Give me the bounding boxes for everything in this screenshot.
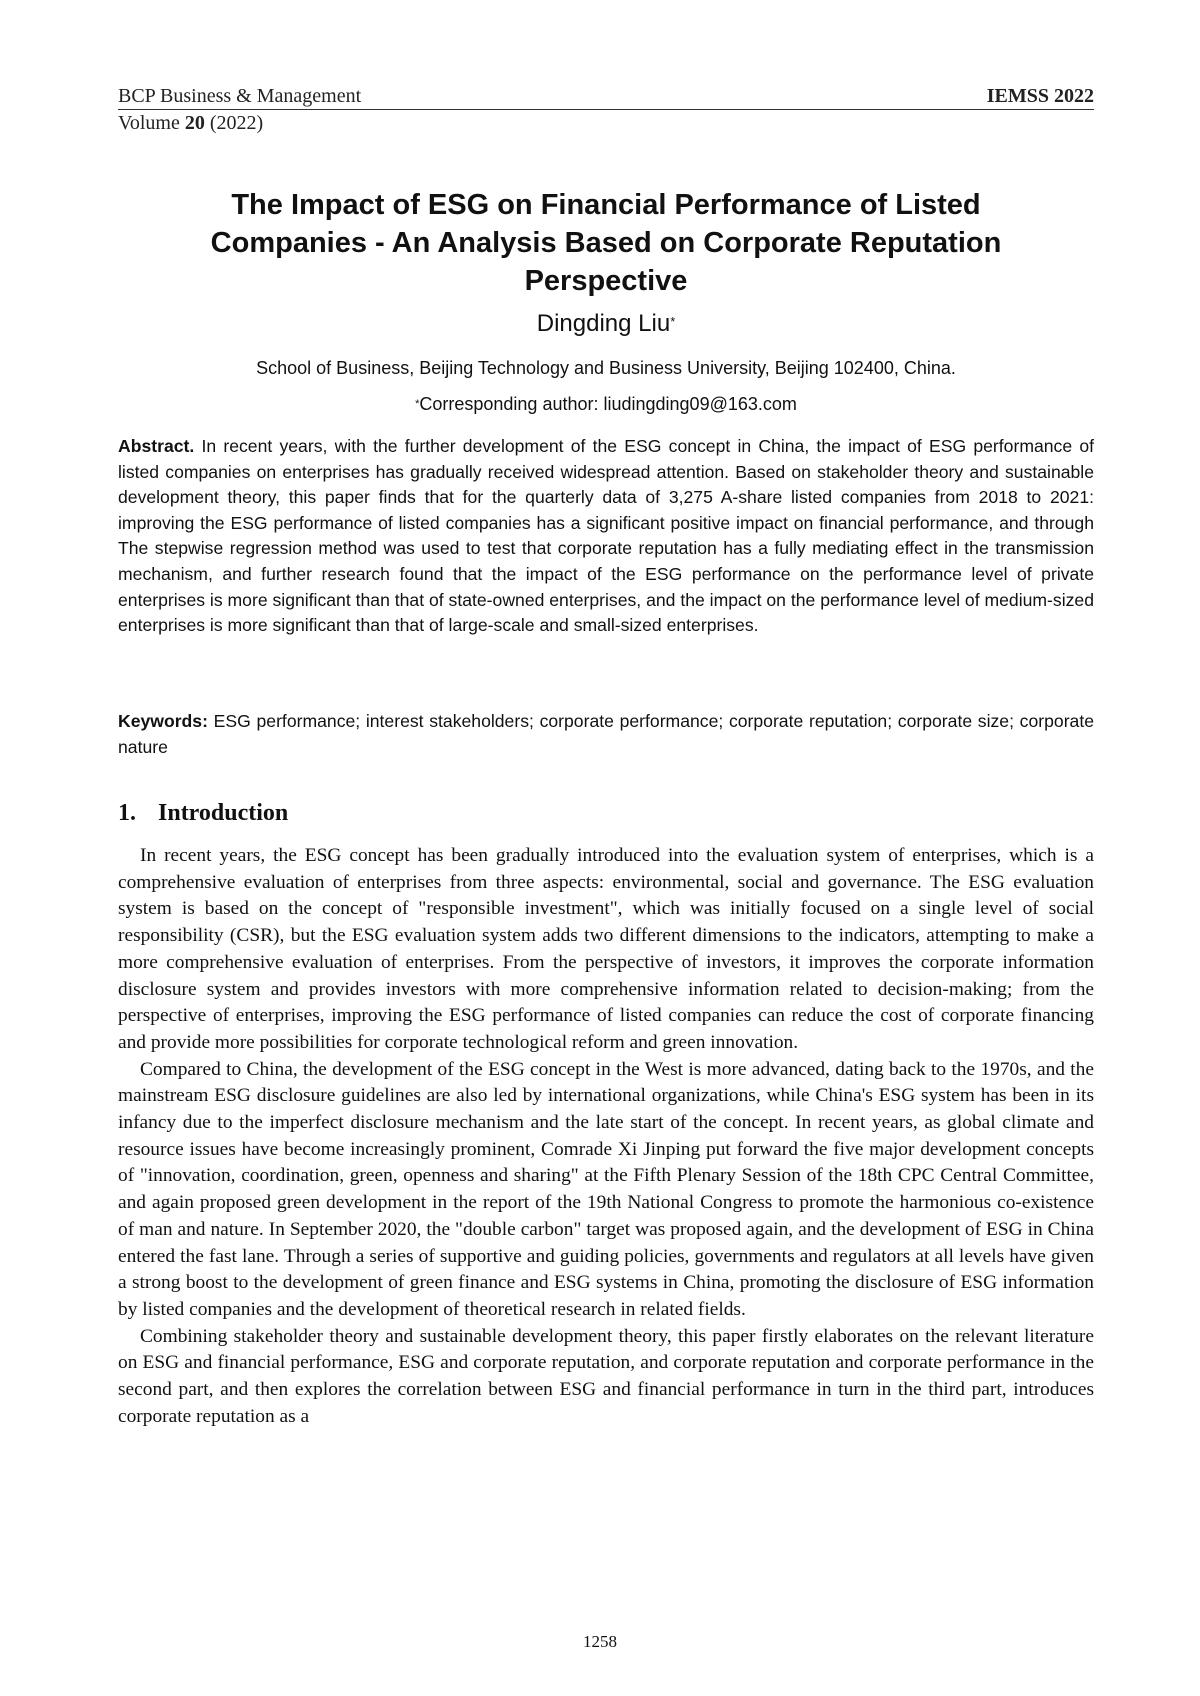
paragraph: In recent years, the ESG concept has been gradually introduced into the evaluation system of enterprises, which is a comprehensive evaluation of enterprises from three aspects: environmental, social and governance. The ESG evaluation system is based on the concept of "responsible investment", which was initially focused on a single level of social responsibility (CSR), but the ESG evaluation system adds two different dimensions to the indicators, attempting to make a more comprehensive evaluation of enterprises. From the perspective of investors, it improves the corporate information disclosure system and provides investors with more comprehensive information related to decision-making; from the perspective of enterprises, improving the ESG performance of listed companies can reduce the cost of corporate financing and provide more possibilities for corporate technological reform and green innovation.	[118, 845, 1094, 1053]
abstract-text: In recent years, with the further development of the ESG concept in China, the impact of ESG performance of listed companies on enterprises has gradually received widespread attention. Based on stakeholder theory and sustainable development theory, this paper finds that for the quarterly data of 3,275 A-share listed companies from 2018 to 2021: improving the ESG performance of listed companies has a significant positive impact on financial performance, and through The stepwise regression method was used to test that corporate reputation has a fully mediating effect in the transmission mechanism, and further research found that the impact of the ESG performance on the performance level of private enterprises is more significant than that of state-owned enterprises, and the impact on the performance level of medium-sized enterprises is more significant than that of large-scale and small-sized enterprises.	[118, 436, 1095, 636]
title-line: The Impact of ESG on Financial Performance of Listed	[231, 189, 981, 221]
paragraph: Combining stakeholder theory and sustainable development theory, this paper firstly elaborates on the relevant literature on ESG and financial performance, ESG and corporate reputation, and corporate reputation and corporate performance in the second part, and then explores the correlation between ESG and financial performance in turn in the third part, introduces corporate reputation as a	[118, 1325, 1094, 1427]
author-line	[118, 309, 1094, 339]
keywords-text: ESG performance; interest stakeholders; corporate performance; corporate reputation; corporate size; corporate nature	[118, 711, 1095, 757]
title-line: Perspective	[524, 265, 688, 297]
abstract-label: Abstract.	[118, 436, 195, 456]
corresponding-author	[118, 392, 1094, 416]
volume-label: Volume	[118, 112, 180, 134]
abstract	[118, 434, 1094, 639]
affiliation: School of Business, Beijing Technology and Business University, Beijing 102400, China.	[256, 358, 956, 378]
volume-year: (2022)	[209, 112, 264, 134]
corresponding-mark: *	[415, 398, 420, 410]
volume-line	[118, 110, 1094, 136]
volume-number: 20	[184, 112, 205, 134]
keywords-label: Keywords:	[118, 711, 208, 731]
section-number: 1.	[118, 800, 136, 826]
paper-title	[118, 186, 1094, 300]
body-text	[118, 843, 1094, 1430]
running-header	[118, 84, 1094, 136]
author-mark: *	[670, 314, 676, 329]
title-line: Companies - An Analysis Based on Corporate Reputation	[210, 227, 1002, 259]
author-name: Dingding Liu	[536, 310, 671, 337]
section-title: Introduction	[158, 800, 289, 826]
keywords	[118, 709, 1094, 760]
page-number: 1258	[583, 1632, 617, 1651]
paragraph: Compared to China, the development of the ESG concept in the West is more advanced, dating back to the 1970s, and the mainstream ESG disclosure guidelines are also led by international organizations, while China's ESG system has been in its infancy due to the imperfect disclosure mechanism and the late start of the concept. In recent years, as global climate and resource issues have become increasingly prominent, Comrade Xi Jinping put forward the five major development concepts of "innovation, coordination, green, openness and sharing" at the Fifth Plenary Session of the 18th CPC Central Committee, and again proposed green development in the report of the 19th National Congress to promote the harmonious co-existence of man and nature. In September 2020, the "double carbon" target was proposed again, and the development of ESG in China entered the fast lane. Through a series of supportive and guiding policies, governments and regulators at all levels have given a strong boost to the development of green finance and ESG systems in China, promoting the disclosure of ESG information by listed companies and the development of theoretical research in related fields.	[118, 1058, 1094, 1320]
header-top-row	[118, 84, 1094, 110]
section-heading	[118, 798, 1094, 828]
corresponding-text: Corresponding author: liudingding09@163.com	[419, 394, 797, 414]
conference-name: IEMSS 2022	[986, 85, 1094, 107]
journal-name: BCP Business & Management	[118, 85, 362, 107]
